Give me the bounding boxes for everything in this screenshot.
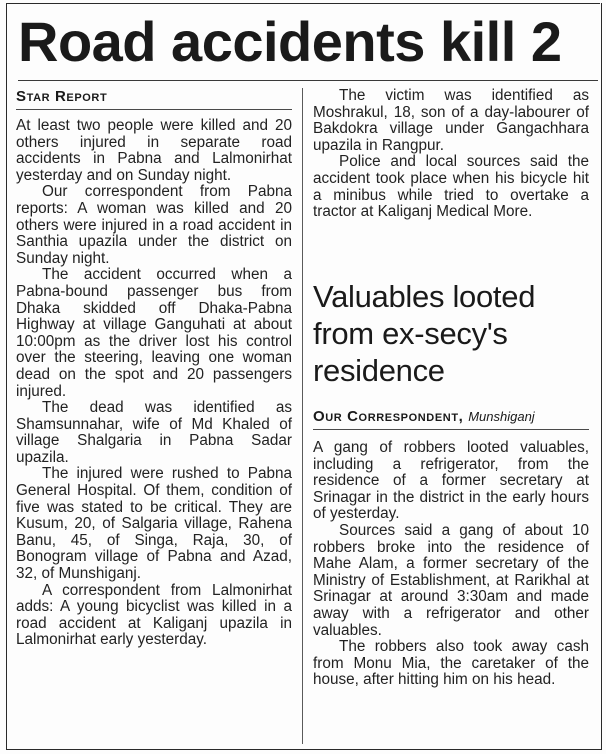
article1-paragraph: The injured were rushed to Pabna General Hospital. Of them, condition of five was stated to be critical. They are Kusum, 20, of Salgaria village, Rahena Banu, 45, of Singa, Raja, 30, of Bonogram village of Pabna and Azad, 32, of Munshiganj. (16, 465, 292, 583)
article1-column-left (16, 88, 292, 649)
article1-paragraph: The accident occurred when a Pabna-bound passenger bus from Dhaka skidded off Dhaka-Pabna Highway at village Ganguhati at about 10:00pm as the driver lost his control over the steering, leaving one woman dead on the spot and 20 passengers injured. (16, 266, 292, 400)
frame-left-border (6, 3, 7, 750)
article1-paragraph: A correspondent from Lalmonirhat adds: A young bicyclist was killed in a road accident at Kaliganj upazila in Lalmonirhat early yesterday. (16, 581, 292, 649)
article2-paragraph: Sources said a gang of about 10 robbers broke into the residence of Mahe Alam, a former secretary of the Ministry of Establishment, at Rarikhal at Srinagar at around 3:30am and made away with a refrigerator and other valuables. (313, 521, 589, 639)
article1-paragraph: Police and local sources said the accident took place when his bicycle hit a minibus while tried to overtake a tractor at Kaliganj Medical More. (313, 153, 589, 221)
article1-paragraph: At least two people were killed and 20 others injured in separate road accidents in Pabna and Lalmonirhat yesterday and on Sunday night. (16, 117, 292, 184)
article2-byline-place: Munshiganj (468, 409, 535, 424)
article1-paragraph: The victim was identified as Moshrakul, 18, son of a day-labourer of Bakdokra village under Gangachhara upazila in Rangpur. (313, 87, 589, 154)
frame-right-border (601, 3, 602, 750)
headline-rule (18, 80, 598, 81)
frame-bottom-border (6, 749, 602, 750)
article1-paragraph: The dead was identified as Shamsunnahar, wife of Md Khaled of village Shalgaria in Pabna Sadar upazila. (16, 399, 292, 466)
frame-top-border (6, 3, 600, 4)
column-divider (302, 88, 303, 744)
article2-paragraph: A gang of robbers looted valuables, including a refrigerator, from the residence of a former secretary at Srinagar in the district in the early hours of yesterday. (313, 439, 589, 523)
article2-byline-label: Our Correspondent, (313, 408, 464, 425)
article2-body (313, 408, 589, 689)
article2-paragraph: The robbers also took away cash from Monu Mia, the caretaker of the house, after hitting him on his head. (313, 638, 589, 689)
article1-headline: Road accidents kill 2 (18, 10, 562, 73)
article1-column-right (313, 88, 589, 221)
article2-byline (313, 408, 589, 430)
article1-paragraph: Our correspondent from Pabna reports: A woman was killed and 20 others were injured in a road accident in Santhia upazila under the district on Sunday night. (16, 183, 292, 267)
article1-byline: Star Report (16, 88, 292, 110)
article2-headline: Valuables looted from ex-secy's residence (313, 279, 536, 388)
